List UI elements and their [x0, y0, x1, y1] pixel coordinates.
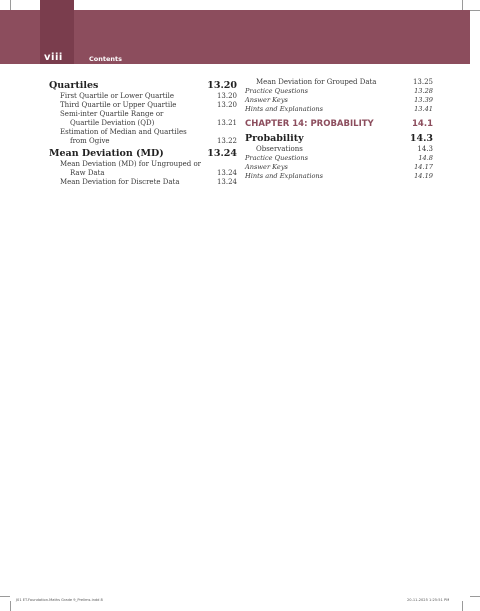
toc-entry[interactable] — [49, 128, 237, 146]
entry-page: 13.20 — [216, 101, 237, 109]
entry-page: 13.20 — [216, 92, 237, 100]
toc-entry[interactable] — [245, 154, 433, 163]
entry-page: 13.20 — [207, 80, 237, 91]
toc-entry[interactable] — [49, 110, 237, 128]
entry-title-line: Mean Deviation for Discrete Data — [60, 178, 180, 186]
entry-page: 13.39 — [414, 96, 433, 104]
chapter-page: 14.1 — [412, 119, 433, 129]
toc-entry[interactable] — [245, 133, 433, 145]
crop-mark — [462, 0, 463, 10]
entry-title-line: Estimation of Median and Quartiles — [60, 128, 187, 136]
entry-page: 14.19 — [414, 172, 433, 180]
toc-left-column — [49, 78, 237, 187]
toc-right-column — [245, 78, 433, 181]
entry-page: 13.21 — [216, 119, 237, 127]
toc-right-bottom — [245, 133, 433, 181]
toc-entry[interactable] — [49, 148, 237, 160]
section-title: Probability — [245, 133, 304, 144]
toc-entry[interactable] — [245, 163, 433, 172]
crop-mark — [470, 10, 480, 11]
entry-title: Mean Deviation for Grouped Data — [256, 78, 377, 86]
crop-mark — [10, 601, 11, 611]
entry-page: 14.8 — [418, 154, 433, 162]
chapter-heading[interactable] — [245, 118, 433, 130]
entry-page: 13.24 — [216, 178, 237, 186]
toc-entry[interactable] — [49, 80, 237, 92]
entry-title-line: Third Quartile or Upper Quartile — [60, 101, 177, 109]
entry-title: Hints and Explanations — [245, 172, 324, 180]
entry-title-line: First Quartile or Lower Quartile — [60, 92, 175, 100]
entry-title: Practice Questions — [245, 87, 308, 95]
toc-entry[interactable] — [49, 101, 237, 110]
toc-entry[interactable] — [245, 105, 433, 114]
entry-page: 14.3 — [409, 133, 433, 144]
entry-page: 14.3 — [417, 145, 433, 153]
toc-entry[interactable] — [245, 96, 433, 105]
entry-title-line: from Ogive — [70, 137, 110, 145]
chapter-title: CHAPTER 14: PROBABILITY — [245, 119, 374, 129]
entry-page: 13.41 — [414, 105, 433, 113]
crop-mark — [462, 601, 463, 611]
entry-page: 13.25 — [412, 78, 433, 86]
toc-entry[interactable] — [245, 87, 433, 96]
entry-title-line: Quartile Deviation (QD) — [70, 119, 155, 127]
crop-mark — [10, 0, 11, 10]
section-title: Mean Deviation (MD) — [49, 148, 164, 159]
entry-title-line: Raw Data — [70, 169, 105, 177]
entry-page: 13.24 — [216, 169, 237, 177]
toc-entry[interactable] — [245, 172, 433, 181]
footer-file: J01 ET.Foundation.Maths Grade 9_Prelims.indd 8 — [16, 598, 103, 602]
entry-title: Answer Keys — [245, 163, 288, 171]
entry-title: Observations — [256, 145, 303, 153]
page-number: viii — [44, 52, 63, 63]
entry-page: 13.22 — [216, 137, 237, 145]
entry-page: 13.28 — [414, 87, 433, 95]
entry-title-line: Mean Deviation (MD) for Ungrouped or — [60, 160, 202, 168]
toc-entry[interactable] — [245, 145, 433, 154]
entry-page: 13.24 — [207, 148, 237, 159]
entry-title: Answer Keys — [245, 96, 288, 104]
toc-entry[interactable] — [49, 92, 237, 101]
entry-title: Hints and Explanations — [245, 105, 324, 113]
toc-right-top — [245, 78, 433, 114]
toc-entry[interactable] — [49, 160, 237, 178]
footer-date: 20-11-2025 1:25:51 PM — [407, 598, 450, 602]
page-title: Contents — [89, 55, 122, 63]
crop-mark — [470, 596, 480, 597]
toc-entry[interactable] — [245, 78, 433, 87]
crop-mark — [0, 596, 10, 597]
entry-page: 14.17 — [414, 163, 433, 171]
entry-title: Practice Questions — [245, 154, 308, 162]
section-title: Quartiles — [49, 80, 99, 91]
toc-entry[interactable] — [49, 178, 237, 187]
entry-title-line: Semi-inter Quartile Range or — [60, 110, 164, 118]
